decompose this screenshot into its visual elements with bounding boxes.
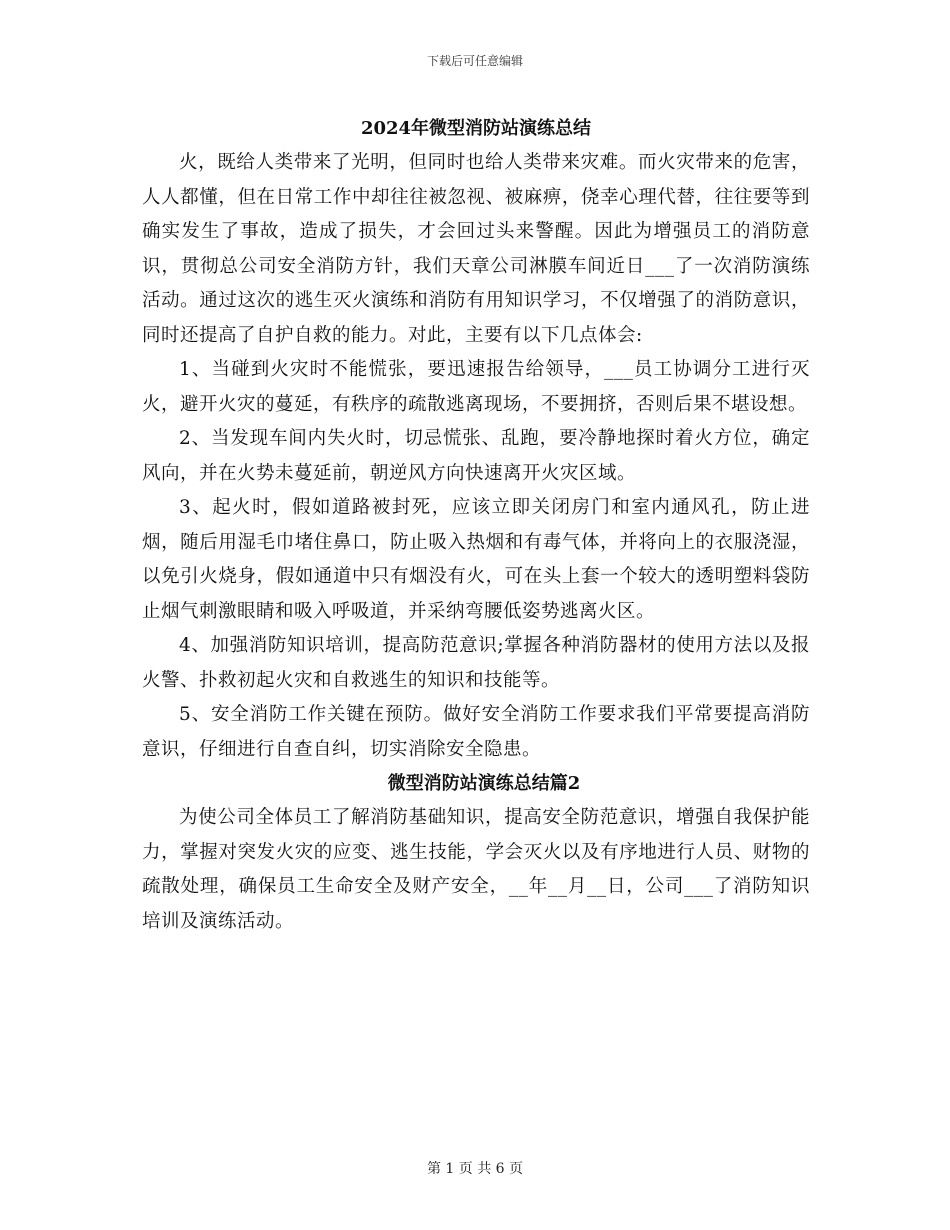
document-title: 2024年微型消防站演练总结 [360, 118, 592, 139]
paragraph-point-1: 1、当碰到火灾时不能慌张，要迅速报告给领导，___员工协调分工进行灭火，避开火灾的蔓延，有秩序的疏散逃离现场，不要拥挤，否则后果不堪设想。 [142, 359, 810, 415]
paragraph-point-5: 5、安全消防工作关键在预防。做好安全消防工作要求我们平常要提高消防意识，仔细进行自查自纠，切实消除安全隐患。 [142, 704, 810, 760]
page-number: 第 1 页 共 6 页 [426, 1161, 524, 1177]
paragraph-point-2: 2、当发现车间内失火时，切忌慌张、乱跑，要冷静地探时着火方位，确定风向，并在火势未蔓延前，朝逆风方向快速离开火灾区域。 [142, 428, 810, 484]
section2-paragraph: 为使公司全体员工了解消防基础知识，提高安全防范意识，增强自我保护能力，掌握对突发火灾的应变、逃生技能，学会灭火以及有序地进行人员、财物的疏散处理，确保员工生命安全及财产安全，__年__月__日，公司___了消防知识培训及演练活动。 [142, 807, 810, 932]
section2-title: 微型消防站演练总结篇2 [387, 773, 581, 794]
paragraph-intro: 火，既给人类带来了光明，但同时也给人类带来灾难。而火灾带来的危害，人人都懂，但在日常工作中却往往被忽视、被麻痹，侥幸心理代替，往往要等到确实发生了事故，造成了损失，才会回过头来警醒。因此为增强员工的消防意识，贯彻总公司安全消防方针，我们天章公司淋膜车间近日___了一次消防演练活动。通过这次的逃生灭火演练和消防有用知识学习，不仅增强了的消防意识，同时还提高了自护自救的能力。对此，主要有以下几点体会: [142, 152, 810, 346]
document-body [142, 112, 810, 939]
paragraph-point-4: 4、加强消防知识培训，提高防范意识;掌握各种消防器材的使用方法以及报火警、扑救初起火灾和自救逃生的知识和技能等。 [142, 635, 810, 691]
paragraph-point-3: 3、起火时，假如道路被封死，应该立即关闭房门和室内通风孔，防止进烟，随后用湿毛巾堵住鼻口，防止吸入热烟和有毒气体，并将向上的衣服浇湿，以免引火烧身，假如通道中只有烟没有火，可在头上套一个较大的透明塑料袋防止烟气刺激眼睛和吸入呼吸道，并采纳弯腰低姿势逃离火区。 [142, 497, 810, 622]
download-note: 下载后可任意编辑 [426, 54, 523, 68]
